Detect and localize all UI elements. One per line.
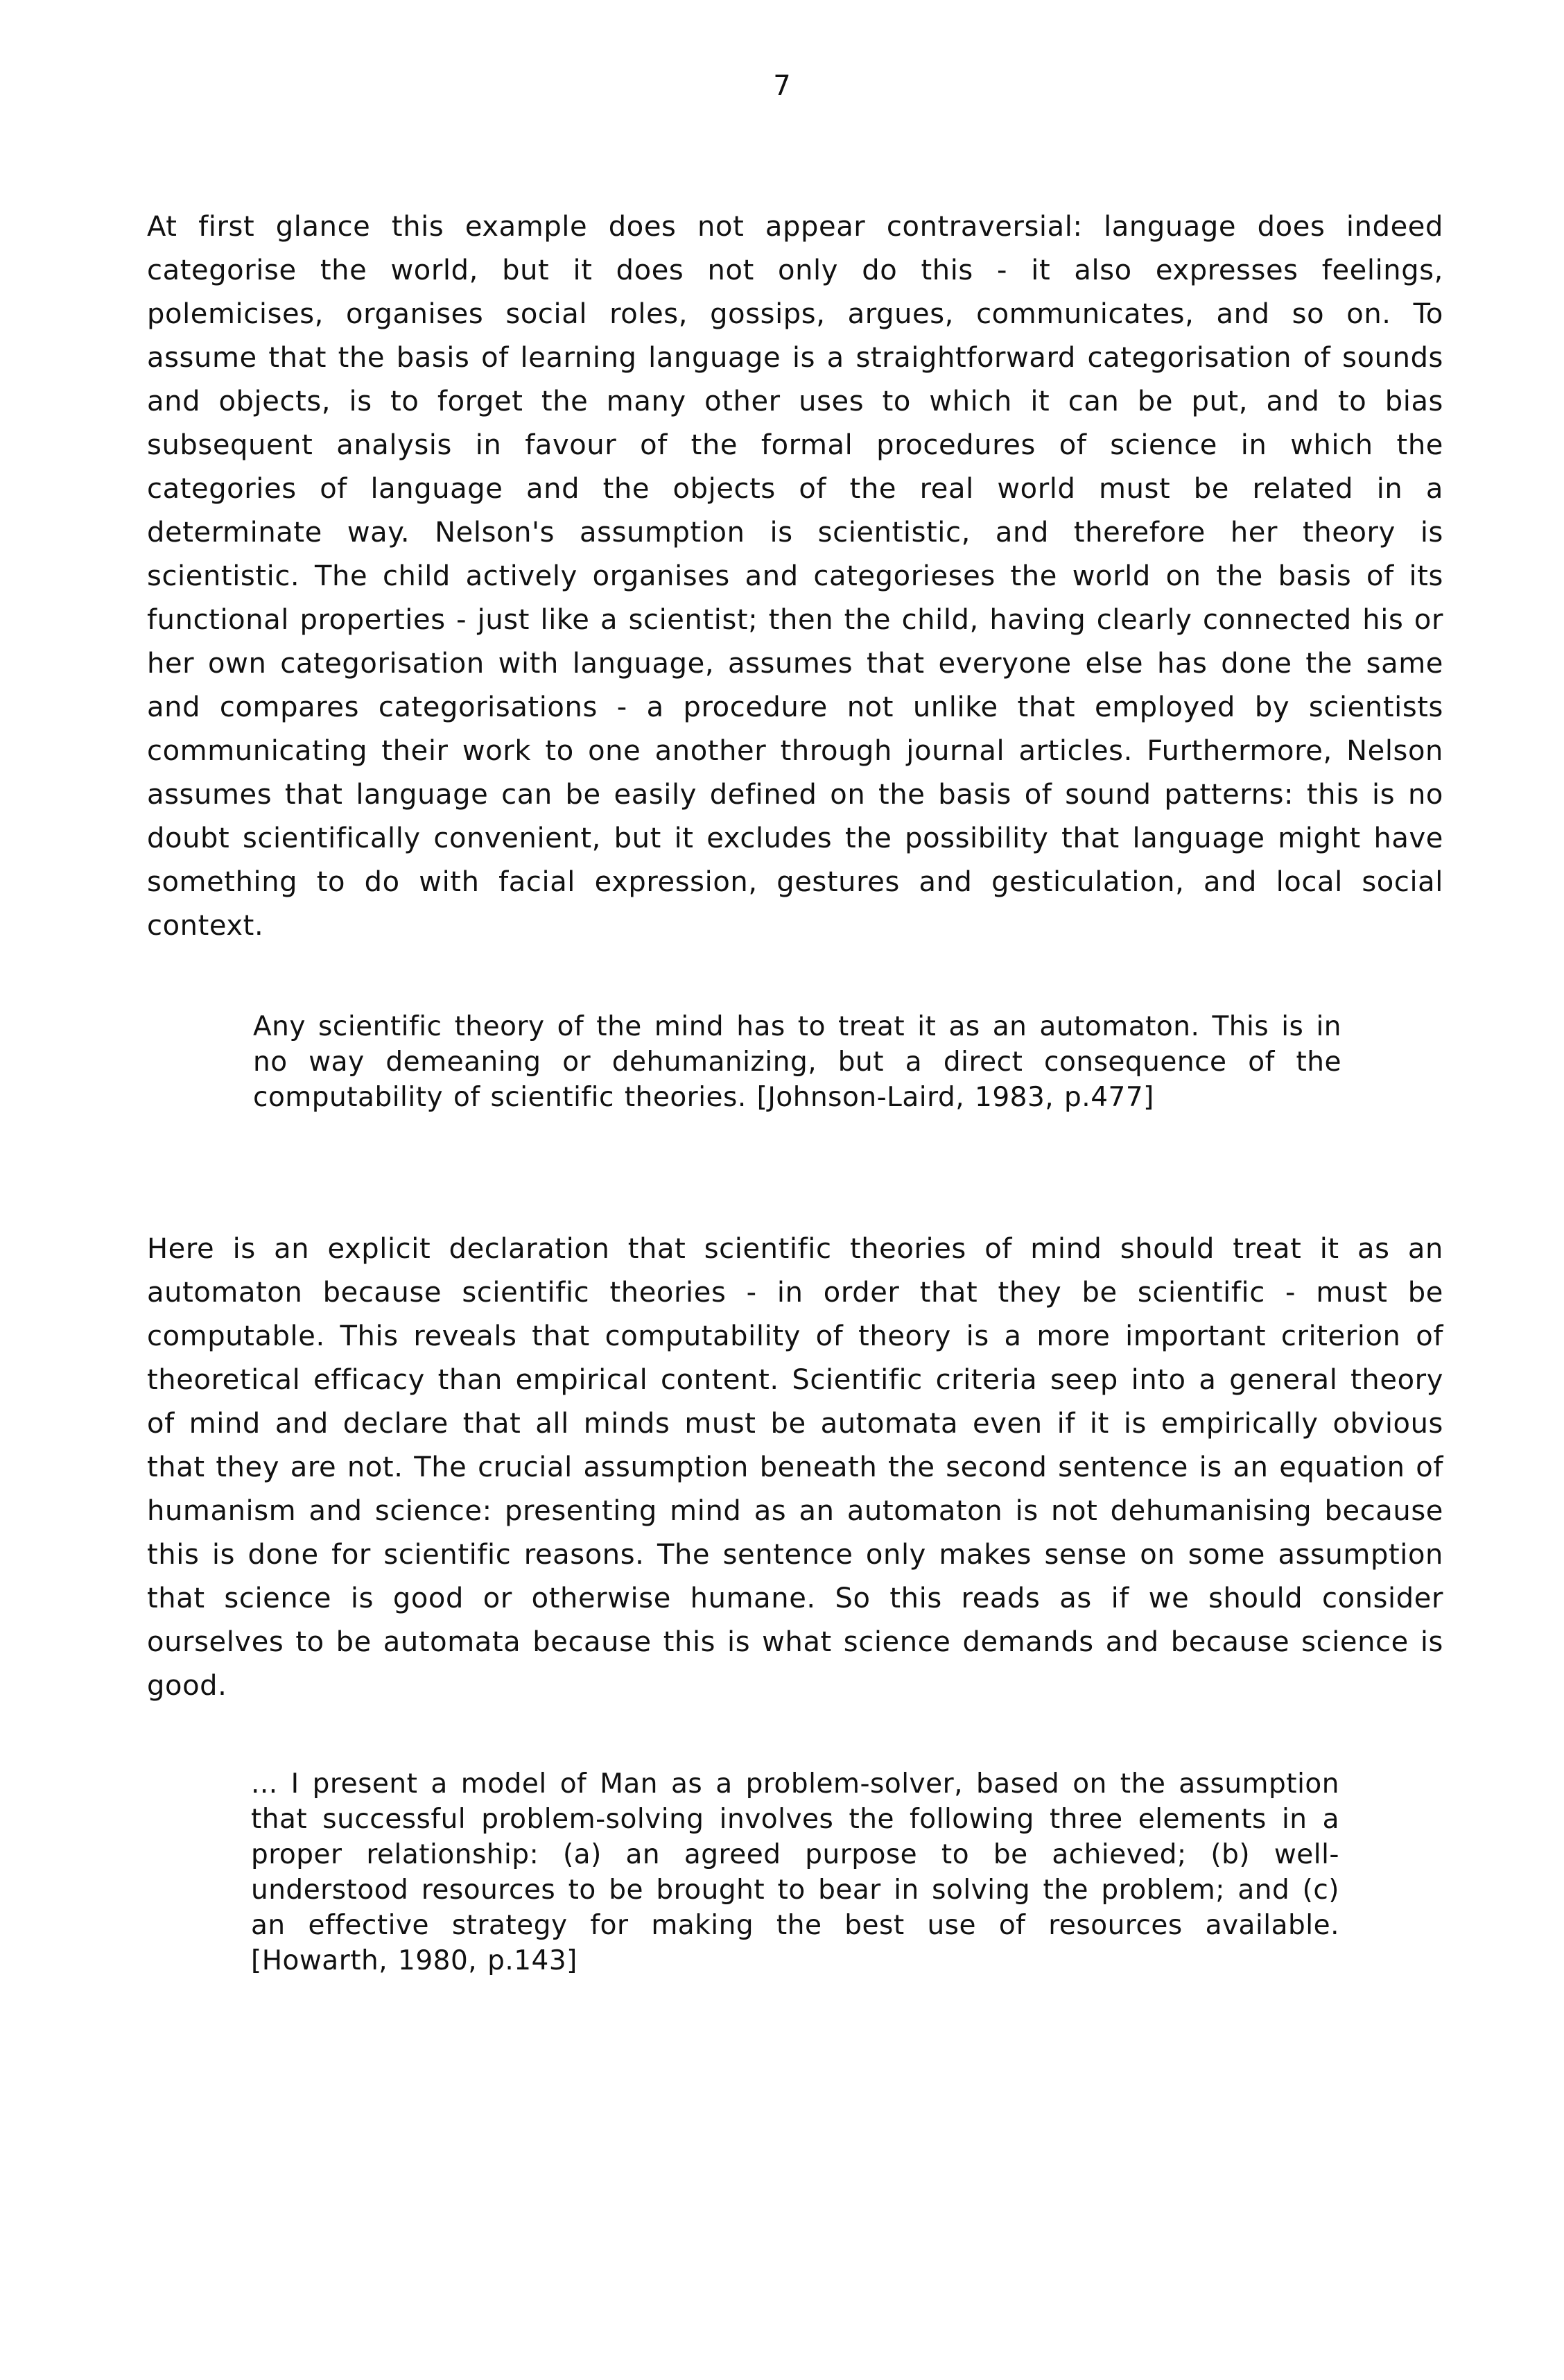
body-paragraph-1: At first glance this example does not appear contraversial: language does indeed categorise the world, but it does not only do this - it also expresses feelings, polemicises, organises social roles, gossips, argues, communicates, and so on. To assume that the basis of learning language is a straightforward categorisation of sounds and objects, is to forget the many other uses to which it can be put, and to bias subsequent analysis in favour of the formal procedures of science in which the categories of language and the objects of the real world must be related in a determinate way. Nelson's assumption is scientistic, and therefore her theory is scientistic. The child actively organises and categorieses the world on the basis of its functional properties - just like a scientist; then the child, having clearly connected his or her own categorisation with language, assumes that everyone else has done the same and compares categorisations - a procedure not unlike that employed by scientists communicating their work to one another through journal articles. Furthermore, Nelson assumes that language can be easily defined on the basis of sound patterns: this is no doubt scientifically convenient, but it excludes the possibility that language might have something to do with facial expression, gestures and gesticulation, and local social context. [147,211,1443,942]
block-quote-howarth: ... I present a model of Man as a problem-solver, based on the assumption that successful problem-solving involves the following three elements in a proper relationship: (a) an agreed purpose to be achieved; (b) well-understood resources to be brought to bear in solving the problem; and (c) an effective strategy for making the best use of resources available. [Howarth, 1980, p.143] [251,1768,1339,1976]
block-quote-johnson-laird: Any scientific theory of the mind has to treat it as an automaton. This is in no way demeaning or dehumanizing, but a direct consequence of the computability of scientific theories. [Johnson-Laird, 1983, p.477] [253,1011,1341,1113]
body-paragraph-2: Here is an explicit declaration that scientific theories of mind should treat it as an automaton because scientific theories - in order that they be scientific - must be computable. This reveals that computability of theory is a more important criterion of theoretical efficacy than empirical content. Scientific criteria seep into a general theory of mind and declare that all minds must be automata even if it is empirically obvious that they are not. The crucial assumption beneath the second sentence is an equation of humanism and science: presenting mind as an automaton is not dehumanising because this is done for scientific reasons. The sentence only makes sense on some assumption that science is good or otherwise humane. So this reads as if we should consider ourselves to be automata because this is what science demands and because science is good. [147,1233,1443,1702]
page-number: 7 [773,70,791,102]
